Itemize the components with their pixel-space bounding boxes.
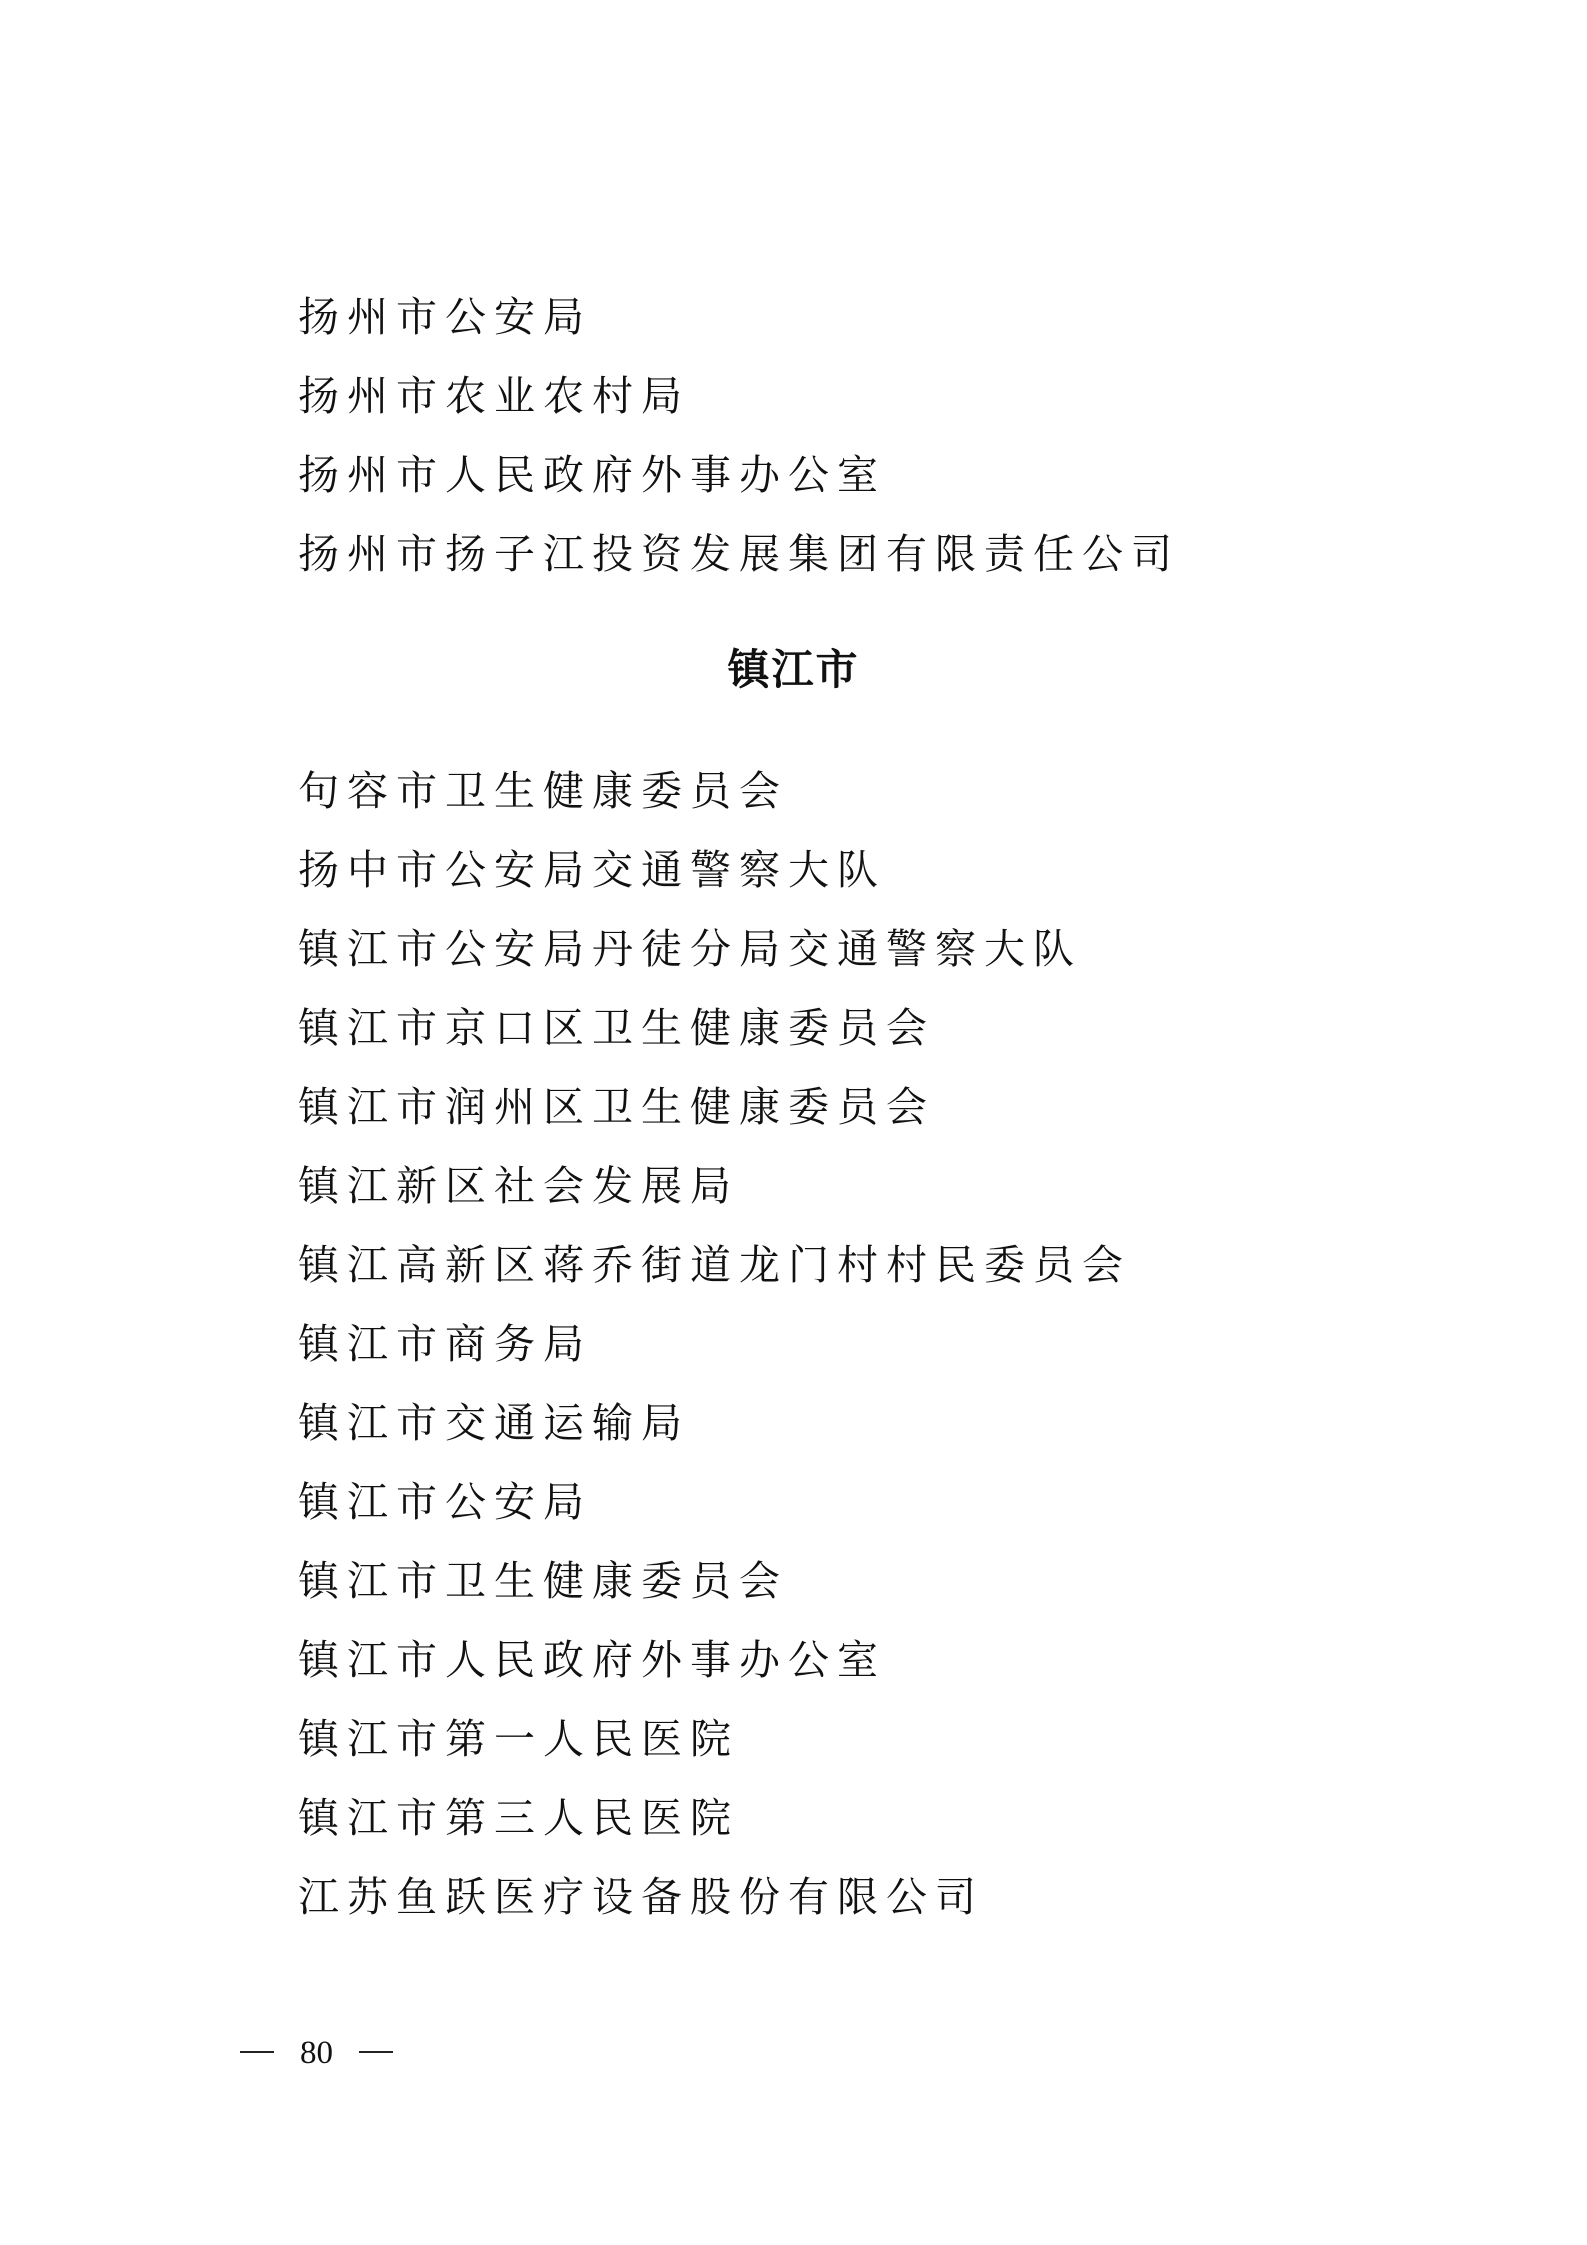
list-item: 镇江高新区蒋乔街道龙门村村民委员会 (298, 1241, 1131, 1289)
yangzhou-organization-list (298, 278, 1180, 594)
list-item: 镇江新区社会发展局 (298, 1162, 739, 1210)
list-item: 镇江市公安局丹徒分局交通警察大队 (298, 925, 1082, 973)
list-item: 镇江市第一人民医院 (298, 1715, 739, 1763)
list-item: 句容市卫生健康委员会 (298, 767, 788, 815)
list-item: 扬州市农业农村局 (298, 372, 690, 420)
list-item: 镇江市卫生健康委员会 (298, 1557, 788, 1605)
list-item: 镇江市商务局 (298, 1320, 592, 1368)
zhenjiang-organization-list (298, 752, 1131, 1937)
list-item: 镇江市第三人民医院 (298, 1794, 739, 1842)
list-item: 扬中市公安局交通警察大队 (298, 846, 886, 894)
list-item: 镇江市京口区卫生健康委员会 (298, 1004, 935, 1052)
page-number-footer (240, 2032, 393, 2073)
page-number-left-dash (240, 2051, 274, 2053)
page-number: 80 (300, 2035, 333, 2071)
list-item: 镇江市公安局 (298, 1478, 592, 1526)
list-item: 扬州市人民政府外事办公室 (298, 451, 886, 499)
list-item: 江苏鱼跃医疗设备股份有限公司 (298, 1873, 984, 1921)
list-item: 镇江市人民政府外事办公室 (298, 1636, 886, 1684)
list-item: 镇江市交通运输局 (298, 1399, 690, 1447)
section-heading-zhenjiang: 镇江市 (727, 645, 860, 694)
page-number-right-dash (359, 2051, 393, 2053)
list-item: 镇江市润州区卫生健康委员会 (298, 1083, 935, 1131)
list-item: 扬州市公安局 (298, 293, 592, 341)
list-item: 扬州市扬子江投资发展集团有限责任公司 (298, 530, 1180, 578)
